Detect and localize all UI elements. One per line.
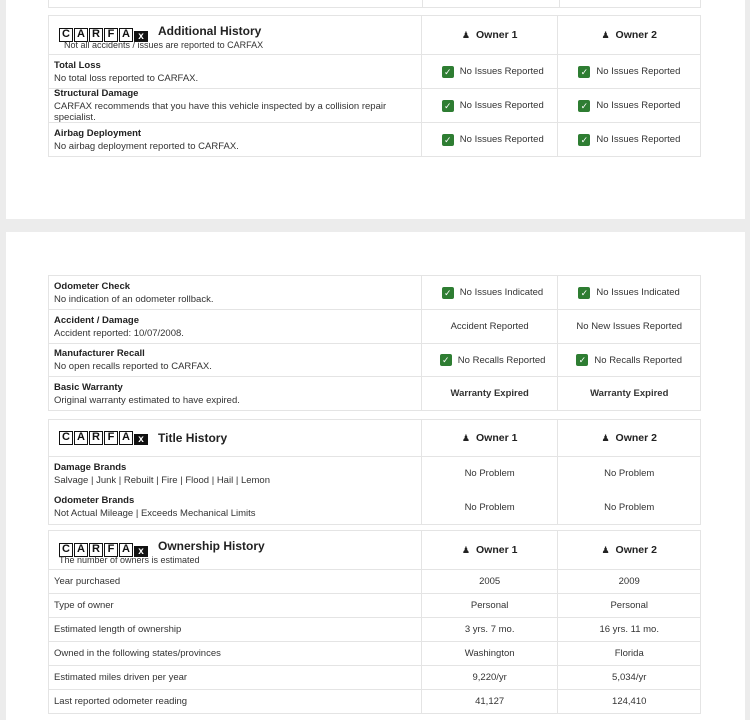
checkmark-icon: ✓ xyxy=(442,66,454,78)
table-row: Structural Damage CARFAX recommends that you have this vehicle inspected by a collision repair specialist. ✓ No Issues Reported ✓ No Issues Reported xyxy=(49,88,700,122)
table-row: Total Loss No total loss reported to CARFAX. ✓ No Issues Reported ✓ No Issues Reported xyxy=(49,54,700,88)
table-row: Manufacturer Recall No open recalls reported to CARFAX. ✓ No Recalls Reported ✓ No Recalls Reported xyxy=(49,343,700,376)
checkmark-icon: ✓ xyxy=(578,100,590,112)
section-title: Ownership History xyxy=(158,539,265,553)
person-icon: ♟ xyxy=(461,29,470,40)
checkmark-icon: ✓ xyxy=(442,287,454,299)
table-row: Estimated length of ownership 3 yrs. 7 mo. 16 yrs. 11 mo. xyxy=(49,617,700,641)
checks-table xyxy=(48,275,701,411)
additional-history-panel xyxy=(6,0,745,219)
checkmark-icon: ✓ xyxy=(576,354,588,366)
table-row: Year purchased 2005 2009 xyxy=(49,569,700,593)
table-row: Estimated miles driven per year 9,220/yr 5,034/yr xyxy=(49,665,700,689)
title-history-table xyxy=(48,419,701,525)
checkmark-icon: ✓ xyxy=(442,100,454,112)
checkmark-icon: ✓ xyxy=(578,287,590,299)
table-row: Damage Brands Salvage | Junk | Rebuilt | Fire | Flood | Hail | Lemon No Problem No Problem xyxy=(49,456,700,490)
owner2-header: ♟ Owner 2 xyxy=(557,531,700,569)
section-title: Title History xyxy=(158,431,228,445)
ownership-history-header xyxy=(49,531,700,569)
title-history-header xyxy=(49,420,700,456)
person-icon: ♟ xyxy=(461,544,470,555)
owner2-header: ♟ Owner 2 xyxy=(557,420,700,456)
person-icon: ♟ xyxy=(601,432,610,443)
additional-history-table xyxy=(48,15,701,157)
previous-section-edge xyxy=(48,0,701,8)
checkmark-icon: ✓ xyxy=(440,354,452,366)
person-icon: ♟ xyxy=(601,29,610,40)
additional-history-header xyxy=(49,16,700,54)
checkmark-icon: ✓ xyxy=(578,134,590,146)
checkmark-icon: ✓ xyxy=(442,134,454,146)
section-title-cell xyxy=(49,16,421,54)
owner1-header: ♟ Owner 1 xyxy=(421,16,558,54)
section-title: Additional History xyxy=(158,24,262,38)
table-row: Airbag Deployment No airbag deployment reported to CARFAX. ✓ No Issues Reported ✓ No Issues Reported xyxy=(49,122,700,156)
owner2-header: ♟ Owner 2 xyxy=(557,16,700,54)
table-row: Last reported odometer reading 41,127 124,410 xyxy=(49,689,700,713)
section-subtitle: The number of owners is estimated xyxy=(59,555,200,565)
carfax-logo: C A R F A x xyxy=(59,543,148,557)
owner1-header: ♟ Owner 1 xyxy=(421,531,558,569)
owner1-header: ♟ Owner 1 xyxy=(421,420,558,456)
person-icon: ♟ xyxy=(461,432,470,443)
table-row: Type of owner Personal Personal xyxy=(49,593,700,617)
carfax-logo: C A R F A x xyxy=(59,431,148,445)
section-title-cell xyxy=(49,420,421,456)
table-row: Odometer Check No indication of an odometer rollback. ✓ No Issues Indicated ✓ No Issues Indicated xyxy=(49,276,700,309)
ownership-history-table xyxy=(48,530,701,714)
vehicle-history-panel xyxy=(6,232,745,720)
table-row: Accident / Damage Accident reported: 10/07/2008. Accident Reported No New Issues Reported xyxy=(49,309,700,343)
table-row: Odometer Brands Not Actual Mileage | Exceeds Mechanical Limits No Problem No Problem xyxy=(49,490,700,524)
carfax-logo: C A R F A x xyxy=(59,28,148,42)
checkmark-icon: ✓ xyxy=(578,66,590,78)
table-row: Owned in the following states/provinces Washington Florida xyxy=(49,641,700,665)
section-subtitle: Not all accidents / issues are reported to CARFAX xyxy=(64,40,264,50)
person-icon: ♟ xyxy=(601,544,610,555)
table-row: Basic Warranty Original warranty estimated to have expired. Warranty Expired Warranty Expired xyxy=(49,376,700,410)
section-title-cell xyxy=(49,531,421,569)
